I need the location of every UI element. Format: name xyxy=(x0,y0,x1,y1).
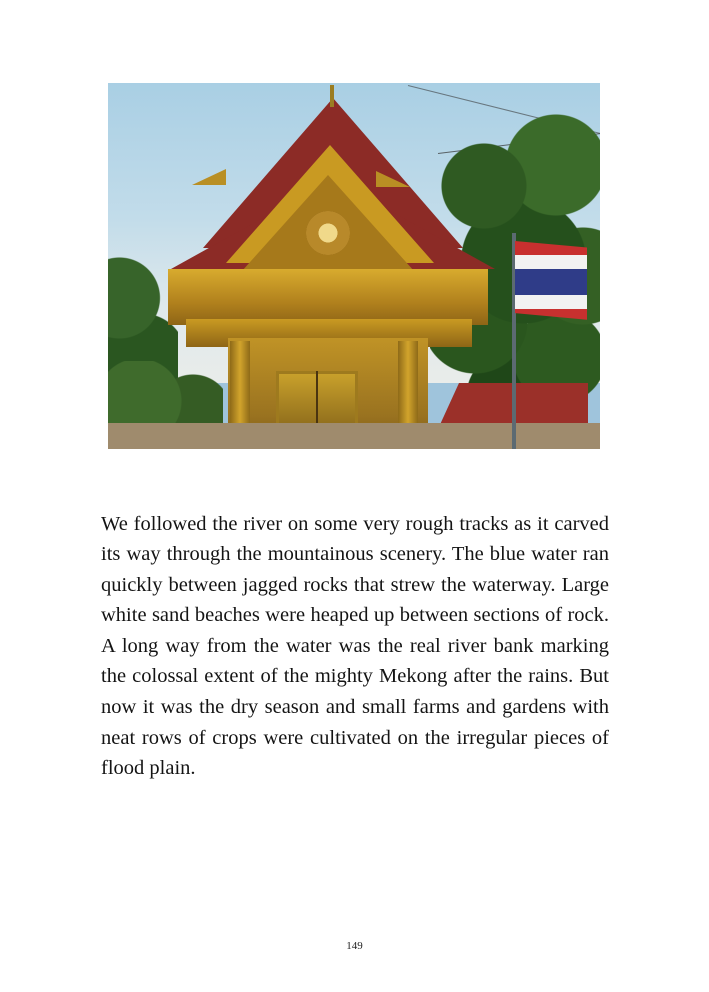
body-paragraph: We followed the river on some very rough tracks as it carved its way through the mountainous scenery. The blue water ran quickly between jagged rocks that strew the waterway. Large white sand beaches were heaped up between sections of rock. A long way from the water was the real river bank marking the colossal extent of the mighty Mekong after the rains. But now it was the dry season and small farms and gardens with neat rows of crops were cultivated on the irregular pieces of flood plain. xyxy=(101,512,609,780)
temple-eave-band xyxy=(168,269,488,325)
ground-surface xyxy=(108,423,600,449)
photograph-figure xyxy=(108,83,600,449)
thai-flag-icon xyxy=(515,241,587,323)
roof-spire xyxy=(330,85,334,107)
dharma-wheel-icon xyxy=(306,211,350,255)
page-number: 149 xyxy=(346,940,363,952)
temple-photo xyxy=(108,83,600,449)
